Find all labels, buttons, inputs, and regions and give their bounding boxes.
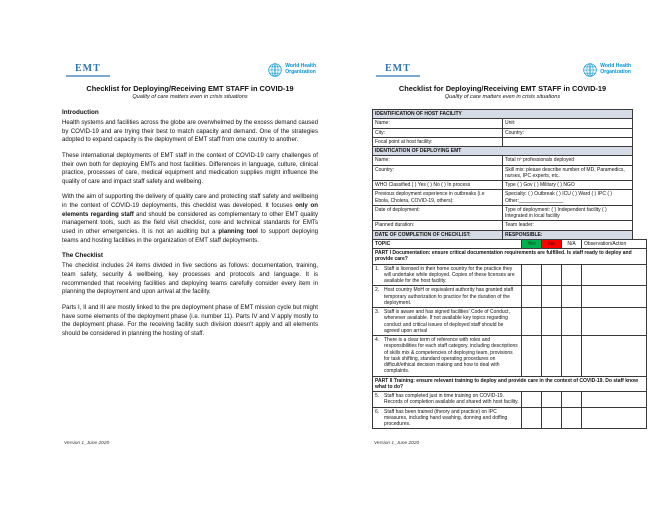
item-text: Host country MoH or equivalent authority has granted staff temporary authorization to practice for the duration of the deployment. bbox=[384, 287, 514, 306]
who-logo bbox=[583, 63, 631, 77]
page-subtitle: Quality of care matters even in crisis situations bbox=[132, 94, 248, 100]
page-title: Checklist for Deploying/Receiving EMT STAFF in COVID-19 bbox=[398, 84, 607, 93]
emt-logo-icon bbox=[66, 63, 110, 77]
yes-checkbox-cell bbox=[522, 392, 542, 408]
yes-checkbox-cell bbox=[522, 264, 542, 286]
who-logo-line2: Organization bbox=[600, 69, 631, 75]
item-text: Staff has been trained (theory and practice) on IPC measures, including hand washing, donning and doffing procedures. bbox=[384, 408, 508, 427]
table-row bbox=[373, 147, 633, 156]
paragraph-3-text-3: to support deploying teams and hosting facilities in the organization of EMT staff deployments. bbox=[62, 228, 319, 244]
item-text-cell bbox=[373, 407, 522, 429]
field-label-cell: Team leader: bbox=[503, 221, 633, 230]
item-text-cell bbox=[373, 308, 522, 336]
who-emblem-icon bbox=[583, 63, 597, 77]
field-label-cell: Type ( ) Gov ( ) Military ( ) NGO bbox=[503, 181, 633, 190]
paragraph-5: Parts I, II and III are mostly linked to the pre deployment phase of EMT mission cycle but might have some elements of the deployment phase (i.e. number 11). Parts IV and V apply mostly to the deployment phase. For the receiving facility such division doesn't apply and all elements should be considered in planning the hosting of staff. bbox=[62, 303, 318, 337]
field-label-cell: Specialty: ( ) Outbreak ( ) ICU ( ) Ward ( ) IPC ( ) Other:________________ bbox=[503, 190, 633, 206]
item-text-cell bbox=[373, 264, 522, 286]
field-label-cell: Country: bbox=[503, 128, 633, 137]
na-checkbox-cell bbox=[562, 392, 582, 408]
who-logo-text bbox=[600, 64, 631, 76]
part1-header: PART I Documentation: ensure critical documentation requirements are fulfilled. Is staff ready to deploy and provide care? bbox=[373, 249, 647, 265]
table-row bbox=[373, 137, 633, 146]
item-number: 5. bbox=[375, 393, 380, 399]
checklist-item-row bbox=[373, 264, 647, 286]
version-footer: Version 1_June 2020 bbox=[64, 441, 110, 446]
who-logo-line1: World Health bbox=[285, 63, 316, 70]
table-row bbox=[373, 205, 633, 221]
table-row bbox=[373, 165, 633, 181]
item-number: 1. bbox=[375, 265, 380, 272]
na-checkbox-cell bbox=[562, 308, 582, 336]
page-2 bbox=[372, 60, 639, 460]
page-title: Checklist for Deploying/Receiving EMT STAFF in COVID-19 bbox=[86, 84, 294, 93]
paragraph-1: Health systems and facilities across the globe are overwhelmed by the excess demand caused by COVID-19 and are trying their best to match capacity and demand. One of the strategies adopted to expand capacity is the deployment of EMT staff from one country to another. bbox=[62, 119, 318, 144]
na-checkbox-cell bbox=[562, 336, 582, 377]
item-number: 2. bbox=[375, 287, 380, 294]
observation-cell bbox=[582, 264, 647, 286]
table-row bbox=[373, 128, 633, 137]
page-1-header-logos bbox=[62, 60, 318, 80]
part2-header: PART II Training: ensure relevant training to deploy and provide care in the context of COVID-19. Do staff know what to do? bbox=[373, 376, 647, 392]
observation-cell bbox=[582, 407, 647, 429]
section-header-host-facility: IDENTIFICATION OF HOST FACILITY bbox=[373, 110, 633, 119]
item-text-cell bbox=[373, 286, 522, 308]
no-checkbox-cell bbox=[542, 286, 562, 308]
field-label-cell: WHO Classified ( ) Yes ( ) No ( ) In process bbox=[373, 181, 503, 190]
who-logo bbox=[268, 63, 316, 77]
observation-cell bbox=[582, 392, 647, 408]
na-checkbox-cell bbox=[562, 286, 582, 308]
paragraph-3 bbox=[62, 193, 318, 245]
field-label-cell: Total nº professionals deployed bbox=[503, 156, 633, 165]
item-text: Staff is licensed in their home country for the practice they will undertake while deployed. Copies of these licenses are available for the host facility. bbox=[384, 265, 515, 284]
paragraph-3-bold-1: only on elements regarding staff bbox=[62, 202, 318, 218]
observation-cell bbox=[582, 286, 647, 308]
table-row bbox=[373, 110, 633, 119]
no-checkbox-cell bbox=[542, 407, 562, 429]
intro-heading: Introduction bbox=[62, 109, 99, 116]
emt-logo-text: EMT bbox=[385, 63, 411, 74]
checklist-table bbox=[372, 239, 647, 430]
field-label-cell: Skill mix: please describe number of MD, Paramedics, nurses, IPC experts, etc. bbox=[503, 165, 633, 181]
no-checkbox-cell bbox=[542, 264, 562, 286]
page-2-header-logos bbox=[372, 60, 633, 80]
field-label-cell: Type of deployment: ( ) Independent facility ( ) Integrated in local facility bbox=[503, 205, 633, 221]
field-label-cell: Name: bbox=[373, 119, 503, 128]
part-header-row bbox=[373, 249, 647, 265]
paragraph-4: The checklist includes 24 items divided in five sections as follows: documentation, training, team safety, security & wellbeing, key processes and protocols and language. It is recommended that receiving facilities and deploying teams carefully consider every item in planning the deployment and upon arrival at the facility. bbox=[62, 262, 318, 296]
yes-checkbox-cell bbox=[522, 336, 542, 377]
field-label-cell: Focal point at host facility: bbox=[373, 137, 503, 146]
checklist-item-row bbox=[373, 336, 647, 377]
field-value-cell bbox=[503, 137, 633, 146]
no-header-cell: No bbox=[542, 239, 562, 248]
item-text: There is a clear term of reference with roles and responsibilities for each staff category, including descriptions of skills mix & competencies of deploying team, provisions for task shifting, standard operating procedures on difficult/ethical decision making and how to deal with complaints. bbox=[384, 337, 518, 375]
field-label-cell: Name: bbox=[373, 156, 503, 165]
responsible-cell: RESPONSIBLE: bbox=[503, 230, 633, 239]
item-text-cell bbox=[373, 336, 522, 377]
observation-cell bbox=[582, 336, 647, 377]
table-row bbox=[373, 221, 633, 230]
who-emblem-icon bbox=[268, 63, 282, 77]
table-row bbox=[373, 190, 633, 206]
version-footer: Version 1_June 2020 bbox=[374, 441, 420, 446]
field-label-cell: Planned duration: bbox=[373, 221, 503, 230]
field-label-cell: Unit: bbox=[503, 119, 633, 128]
table-row bbox=[373, 181, 633, 190]
item-text: Staff is aware and has signed facilities' Code of Conduct, whenever available. If not available key topics regarding conduct and critical issues of deployed staff should be agreed upon arrival bbox=[384, 309, 510, 334]
paragraph-3-text-2: and should be considered as complementary to other EMT quality management tools, such as the field visit checklist, core and technical standards for EMTs used in other emergencies. It is not an auditing but a bbox=[62, 210, 319, 236]
checklist-item-row bbox=[373, 407, 647, 429]
item-text-cell bbox=[373, 392, 522, 408]
part-header-row bbox=[373, 376, 647, 392]
emt-logo-text: EMT bbox=[75, 63, 101, 74]
field-label-cell: Date of deployment: bbox=[373, 205, 503, 221]
paragraph-3-text: With the aim of supporting the delivery of quality care and protecting staff safety and wellbeing in the context of COVID-19 deployments, this checklist was developed. It focuses bbox=[62, 193, 318, 210]
na-checkbox-cell bbox=[562, 407, 582, 429]
page-1 bbox=[62, 60, 318, 460]
paragraph-2: These international deployments of EMT staff in the context of COVID-19 carry challenges of their own both for deploying EMTs and host facilities. Differences in language, culture, clinical practice, processes of care, medical equipment and medication supplies might influence the quality of care and impact staff safety and wellbeing. bbox=[62, 151, 318, 185]
na-checkbox-cell bbox=[562, 264, 582, 286]
who-logo-text bbox=[285, 64, 316, 76]
table-row bbox=[373, 119, 633, 128]
field-label-cell: Country: bbox=[373, 165, 503, 181]
checklist-item-row bbox=[373, 308, 647, 336]
checklist-heading: The Checklist bbox=[62, 252, 103, 260]
item-number: 3. bbox=[375, 309, 380, 315]
observation-header-cell: Observation/Action bbox=[582, 239, 647, 248]
yes-checkbox-cell bbox=[522, 407, 542, 429]
yes-checkbox-cell bbox=[522, 286, 542, 308]
item-number: 6. bbox=[375, 408, 380, 415]
who-logo-line1: World Health bbox=[600, 63, 631, 70]
item-number: 4. bbox=[375, 337, 380, 343]
paragraph-3-bold-2: planning tool bbox=[218, 228, 258, 236]
yes-header-cell: Yes bbox=[522, 239, 542, 248]
field-label-cell: City: bbox=[373, 128, 503, 137]
checklist-header-row bbox=[373, 239, 647, 248]
no-checkbox-cell bbox=[542, 336, 562, 377]
topic-header-cell: TOPIC bbox=[373, 239, 522, 248]
emt-logo-icon bbox=[376, 63, 420, 77]
table-row bbox=[373, 156, 633, 165]
no-checkbox-cell bbox=[542, 392, 562, 408]
no-checkbox-cell bbox=[542, 308, 562, 336]
page-subtitle: Quality of care matters even in crisis situations bbox=[444, 94, 561, 100]
yes-checkbox-cell bbox=[522, 308, 542, 336]
checklist-item-row bbox=[373, 392, 647, 408]
observation-cell bbox=[582, 308, 647, 336]
na-header-cell: N/A bbox=[562, 239, 582, 248]
identification-table bbox=[372, 109, 633, 240]
field-label-cell: Previous deployment experience in outbreaks (i.e Ebola, Cholera, COVID-19, others): bbox=[373, 190, 503, 206]
item-text: Staff has completed just in time training on COVID-19. Records of completion available and shared with host facility. bbox=[384, 393, 519, 406]
section-header-deploying-emt: IDENTICATION OF DEPLOYING EMT bbox=[373, 147, 633, 156]
completion-date-cell: DATE OF COMPLETION OF CHECKLIST: bbox=[373, 230, 503, 239]
who-logo-line2: Organization bbox=[285, 69, 316, 75]
checklist-item-row bbox=[373, 286, 647, 308]
